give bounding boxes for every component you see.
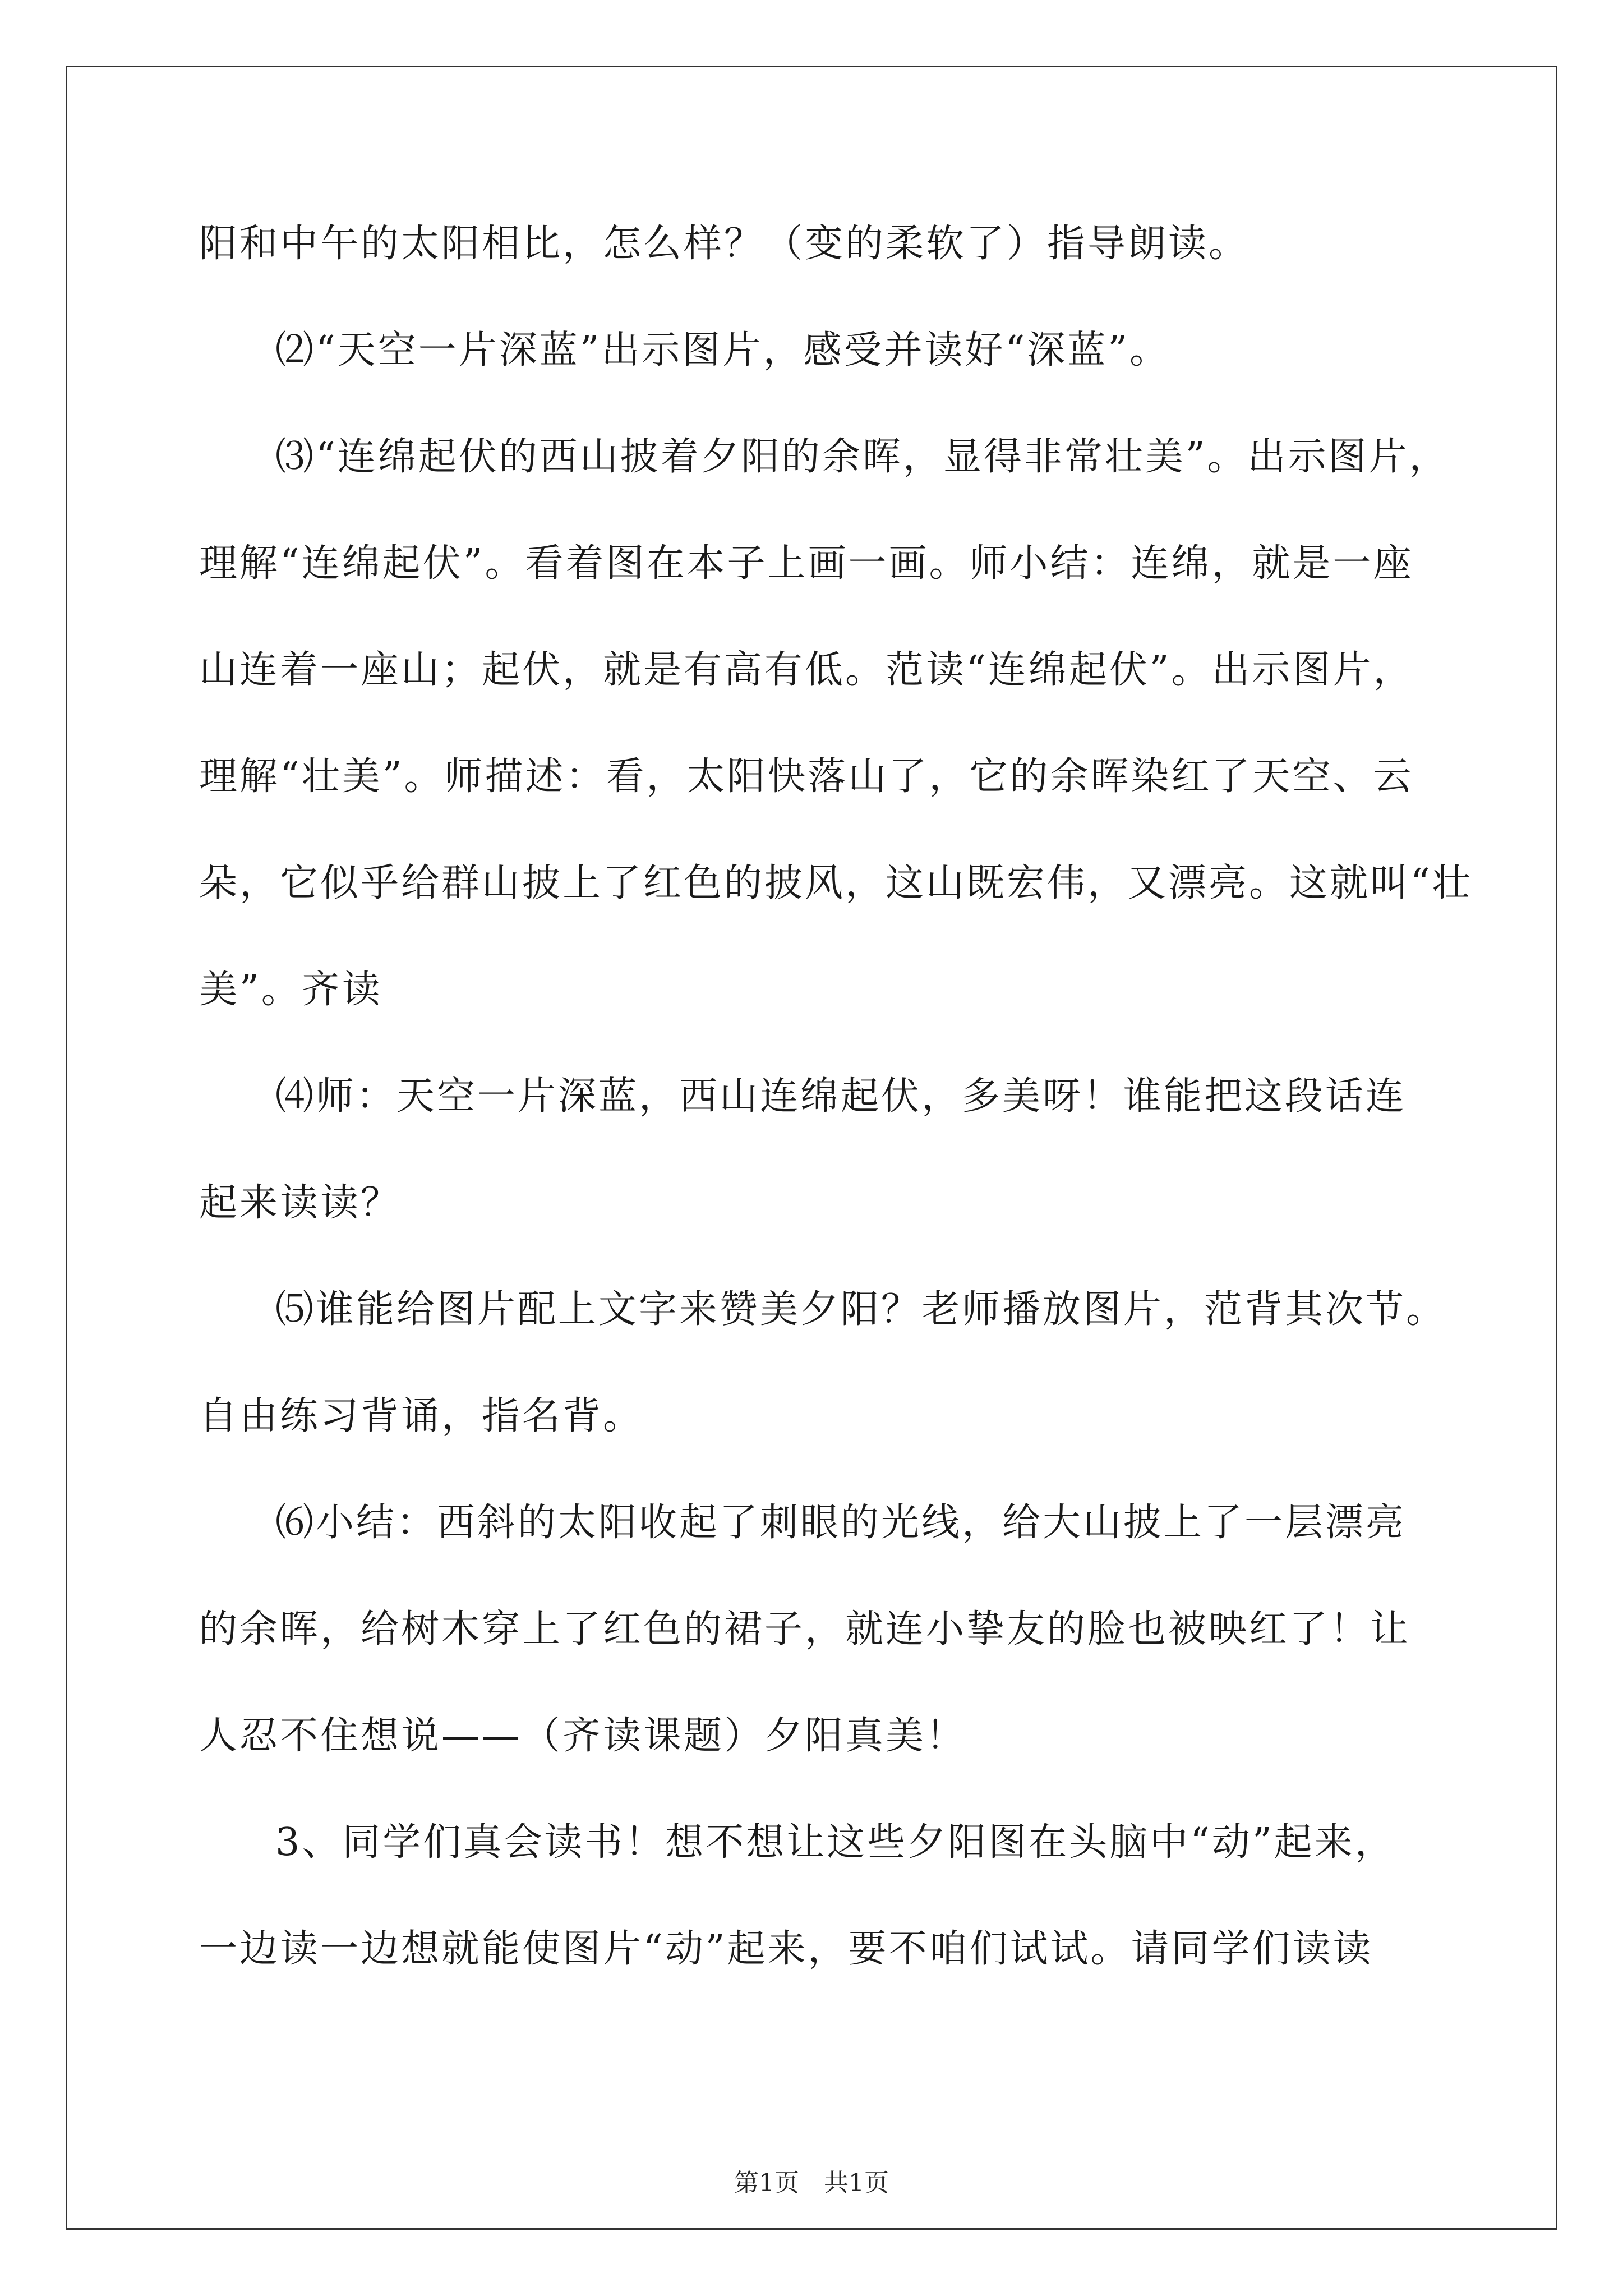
text-line: ⑶“连绵起伏的西山披着夕阳的余晖，显得非常壮美”。出示图片，: [275, 435, 1450, 479]
text-line: 一边读一边想就能使图片“动”起来，要不咱们试试。请同学们读读: [199, 1927, 1373, 1971]
text-line: 自由练习背诵，指名背。: [199, 1394, 644, 1438]
text-line: 美”。齐读: [199, 968, 382, 1012]
text-line: 的余晖，给树木穿上了红色的裙子，就连小挚友的脸也被映红了！让: [199, 1607, 1411, 1651]
text-line: 3、同学们真会读书！想不想让这些夕阳图在头脑中“动”起来，: [275, 1820, 1395, 1865]
text-line: 理解“连绵起伏”。看着图在本子上画一画。师小结：连绵，就是一座: [199, 541, 1414, 586]
text-line: 起来读读？: [199, 1181, 402, 1225]
text-line: 山连着一座山；起伏，就是有高有低。范读“连绵起伏”。出示图片，: [199, 648, 1414, 692]
page-number-footer: 第1页 共1页: [734, 2169, 889, 2197]
text-line: 阳和中午的太阳相比，怎么样？（变的柔软了）指导朗读。: [199, 222, 1249, 266]
text-line: 人忍不住想说——（齐读课题）夕阳真美！: [199, 1714, 967, 1758]
document-body: [199, 191, 1473, 2003]
text-line: ⑹小结：西斜的太阳收起了刺眼的光线，给大山披上了一层漂亮: [275, 1501, 1407, 1545]
text-line: ⑵“天空一片深蓝”出示图片，感受并读好“深蓝”。: [275, 328, 1170, 372]
text-line: 理解“壮美”。师描述：看，太阳快落山了，它的余晖染红了天空、云: [199, 754, 1414, 799]
text-line: 朵，它似乎给群山披上了红色的披风，这山既宏伟，又漂亮。这就叫“壮: [199, 861, 1473, 905]
text-line: ⑸谁能给图片配上文字来赞美夕阳？老师播放图片，范背其次节。: [275, 1287, 1447, 1332]
text-line: ⑷师：天空一片深蓝，西山连绵起伏，多美呀！谁能把这段话连: [275, 1074, 1407, 1119]
